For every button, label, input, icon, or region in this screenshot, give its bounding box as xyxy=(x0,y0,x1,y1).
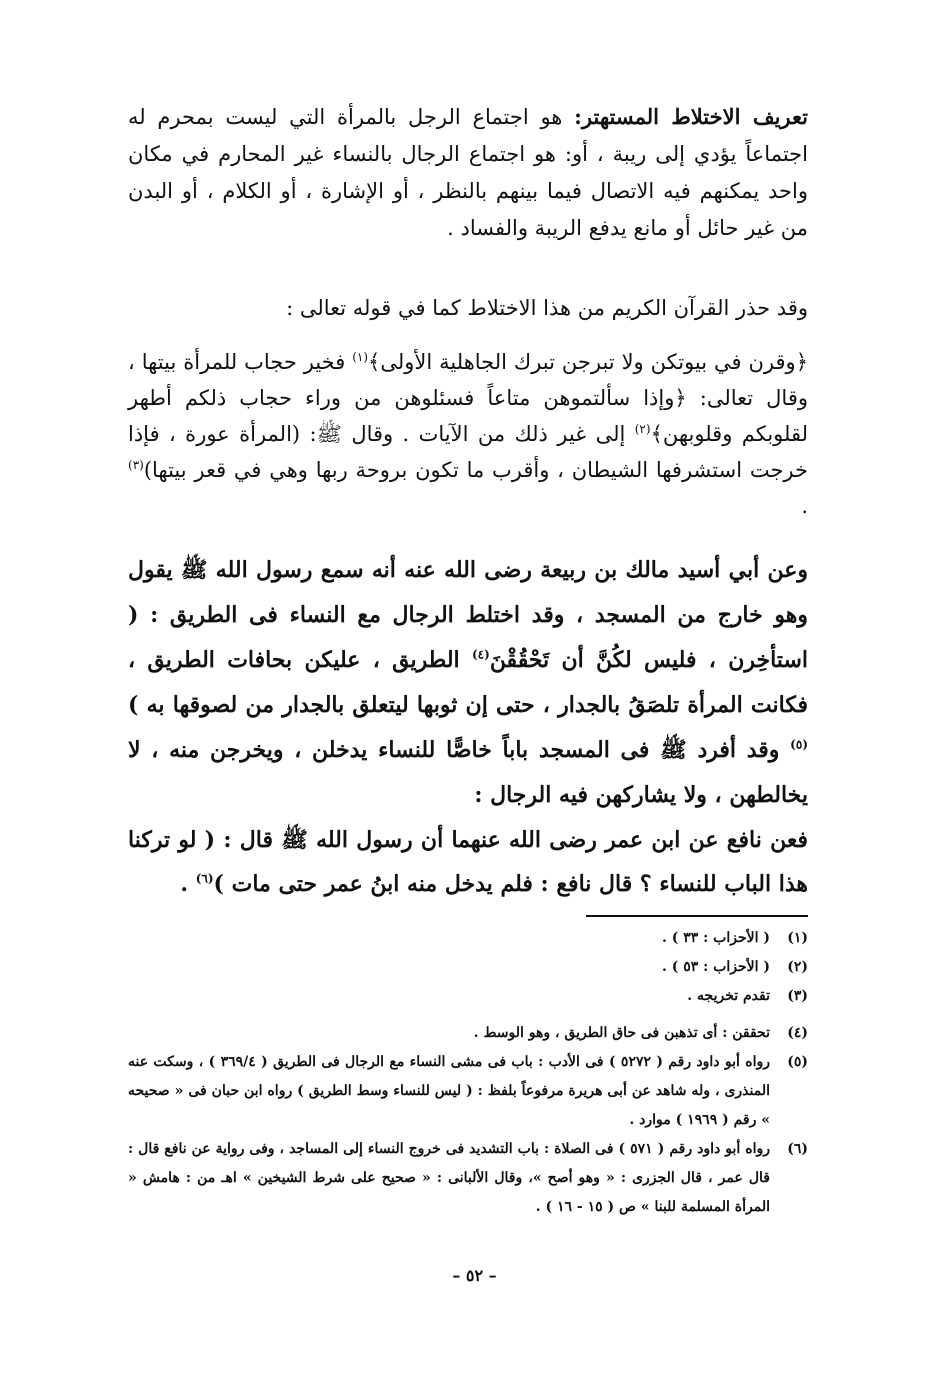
footnote-4 xyxy=(128,1019,808,1048)
footnote-2 xyxy=(128,953,808,982)
definition-text: هو اجتماع الرجل بالمرأة التي ليست بمحرم له اجتماعاً يؤدي إلى ريبة ، أو: هو اجتماع الرجال بالنساء غير المحارم في مكان واحد يمكنهم فيه الاتصال فيما بينهم بالنظر ، أو الإشارة ، أو الكلام ، أو البدن من غير حائل أو مانع يدفع الريبة والفساد . xyxy=(128,105,808,240)
footnote-ref-6[interactable]: (٦) xyxy=(195,871,214,886)
footnote-ref-1[interactable]: (١) xyxy=(352,350,369,364)
footnote-number: (٤) xyxy=(787,1025,808,1041)
paragraph-end-2: . xyxy=(180,871,196,897)
verse-text-2: فخير حجاب للمرأة بيتها ، وقال تعالى: ﴿وإذا سألتموهن متاعاً فسئلوهن من وراء حجاب ذلكم أطهر لقلوبكم وقلوبهن﴾ xyxy=(128,350,808,446)
footnote-ref-5[interactable]: (٥) xyxy=(790,737,808,752)
verse-text-1: ﴿وقرن في بيوتكن ولا تبرجن تبرك الجاهلية الأولى﴾ xyxy=(368,350,809,374)
footnote-text: رواه أبو داود رقم ( ٥٢٧٢ ) فى الأدب : باب فى مشى النساء مع الرجال فى الطريق ( ٣٦٩/٤ ) ، وسكت عنه المنذرى ، وله شاهد عن أبى هريرة مرفوعاً بلفظ : ( ليس للنساء وسط الطريق ) رواه ابن حبان فى « صحيحه » رقم ( ١٩٦٩ ) موارد . xyxy=(128,1054,770,1128)
hadith-text-3: الطريق ، عليكن بحافات الطريق ، فكانت المرأة تلصَقُ بالجدار ، حتى إن ثوبها ليتعلق بالجدار من لصوقها به ) xyxy=(128,647,808,718)
quran-intro-paragraph: وقد حذر القرآن الكريم من هذا الاختلاط كما في قوله تعالى : xyxy=(286,296,808,320)
footnote-number: (٣) xyxy=(787,988,808,1004)
hadith-text-2: وعن أبي أسيد مالك بن ربيعة رضى الله عنه أنه سمع رسول الله ﷺ يقول وهو خارج من المسجد ، وقد اختلط الرجال مع النساء فى الطريق : ( استأخِرن ، فليس لكُنَّ أن تَحْقُقْنَ xyxy=(128,557,808,673)
paragraph-end: . xyxy=(801,494,808,518)
footnote-number: (٢) xyxy=(787,959,808,975)
footnote-3 xyxy=(128,982,808,1011)
hadith-text-4: وقد أفرد ﷺ فى المسجد باباً خاصًّا للنساء يدخلن ، ويخرجن منه ، لا يخالطهن ، ولا يشاركهن فيه الرجال : xyxy=(128,737,808,808)
footnote-number: (٦) xyxy=(787,1141,808,1157)
page-number: – ٥٢ – xyxy=(452,1266,497,1285)
footnote-5 xyxy=(128,1048,808,1135)
definition-term: تعريف الاختلاط المستهتر: xyxy=(574,104,808,129)
footnote-divider xyxy=(586,915,808,917)
footnote-1 xyxy=(128,924,808,953)
footnote-number: (٥) xyxy=(787,1054,808,1070)
hadith-paragraph-2 xyxy=(128,818,808,906)
hadith-text-1: إلى غير ذلك من الآيات . وقال ﷺ: (المرأة عورة ، فإذا خرجت استشرفها الشيطان ، وأقرب ما تكون بروحة ربها وهي في قعر بيتها) xyxy=(128,422,808,482)
footnote-text: ( الأحزاب : ٣٣ ) . xyxy=(661,930,770,946)
footnote-ref-4[interactable]: (٤) xyxy=(471,647,490,662)
footnote-ref-3[interactable]: (٣) xyxy=(128,458,144,472)
footnote-ref-2[interactable]: (٢) xyxy=(634,422,651,436)
verses-paragraph xyxy=(128,344,808,524)
footnote-text: تقدم تخريجه . xyxy=(687,988,770,1004)
definition-paragraph xyxy=(128,98,808,247)
footnote-text: تحققن : أى تذهبن فى حاق الطريق ، وهو الوسط . xyxy=(473,1025,770,1041)
hadith-text-5: فعن نافع عن ابن عمر رضى الله عنهما أن رسول الله ﷺ قال : ( لو تركنا هذا الباب للنساء ؟ قال نافع : فلم يدخل منه ابنُ عمر حتى مات ) xyxy=(128,827,808,897)
footnote-number: (١) xyxy=(787,930,808,946)
footnote-text: ( الأحزاب : ٥٣ ) . xyxy=(661,959,770,975)
footnote-6 xyxy=(128,1135,808,1222)
footnotes xyxy=(128,924,808,1222)
hadith-paragraph-1 xyxy=(128,548,808,818)
footnote-text: رواه أبو داود رقم ( ٥٧١ ) فى الصلاة : باب التشديد فى خروج النساء إلى المساجد ، وفى رواية عن نافع قال : قال عمر ، قال الجزرى : « وهو أصح »، وقال الألبانى : « صحيح على شرط الشيخين » اهـ من : هامش « المرأة المسلمة للبنا » ص ( ١٥ - ١٦ ) . xyxy=(128,1141,770,1215)
